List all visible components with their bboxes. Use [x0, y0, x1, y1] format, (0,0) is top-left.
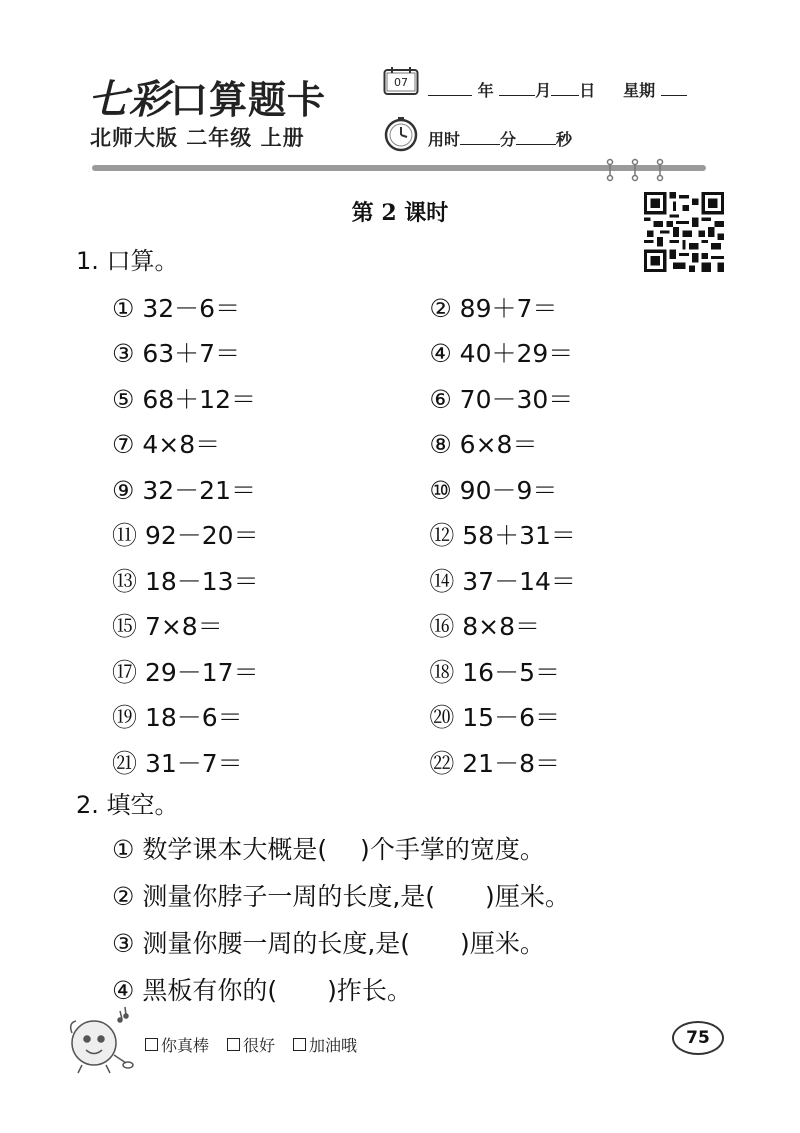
problem-item[interactable]: ⑳ 15－6＝	[429, 703, 560, 733]
problem-row	[112, 466, 672, 512]
rating-option[interactable]	[227, 1033, 275, 1056]
problem-row	[112, 330, 672, 376]
weekday-label: 星期	[623, 81, 656, 100]
problem-row	[112, 421, 672, 467]
arithmetic-problems	[112, 284, 672, 785]
date-line	[428, 78, 687, 101]
problem-item[interactable]: ② 89＋7＝	[429, 293, 558, 323]
calendar-icon	[383, 66, 419, 96]
problem-item[interactable]: ① 32－6＝	[112, 293, 241, 323]
problem-row	[112, 284, 672, 330]
day-label: 日	[579, 81, 596, 100]
section-2-title: 2. 填空。	[76, 791, 179, 819]
problem-item[interactable]: ⑨ 32－21＝	[112, 475, 256, 505]
section-1-title: 1. 口算。	[76, 247, 179, 275]
month-blank[interactable]	[499, 81, 535, 96]
problem-item[interactable]: ⑲ 18－6＝	[112, 703, 243, 733]
weekday-blank[interactable]	[661, 81, 687, 96]
time-line	[428, 127, 572, 150]
rating-option[interactable]	[293, 1033, 357, 1056]
brand-calligraphy: 七彩	[88, 76, 170, 123]
problem-item[interactable]: ⑤ 68＋12＝	[112, 384, 256, 414]
rating-label: 很好	[243, 1036, 276, 1055]
problem-item[interactable]: ⑩ 90－9＝	[429, 475, 558, 505]
day-blank[interactable]	[551, 81, 579, 96]
rating-option[interactable]	[145, 1033, 209, 1056]
fill-blank-item[interactable]: ③ 测量你腰一周的长度,是( )厘米。	[112, 929, 545, 958]
problem-item[interactable]: ⑱ 16－5＝	[429, 657, 560, 687]
time-label: 用时	[428, 130, 461, 149]
problem-item[interactable]: ⑪ 92－20＝	[112, 521, 259, 551]
problem-item[interactable]: ⑧ 6×8＝	[429, 430, 538, 460]
fill-blank-item[interactable]: ② 测量你脖子一周的长度,是( )厘米。	[112, 882, 570, 911]
divider-ornament-icon	[600, 158, 670, 182]
calendar-day: 07	[394, 76, 408, 89]
problem-item[interactable]: ④ 40＋29＝	[429, 339, 574, 369]
month-label: 月	[535, 81, 552, 100]
problem-row	[112, 694, 672, 740]
page-number: 75	[672, 1021, 724, 1055]
problem-row	[112, 375, 672, 421]
problem-item[interactable]: ⑦ 4×8＝	[112, 430, 221, 460]
problem-item[interactable]: ⑮ 7×8＝	[112, 612, 223, 642]
problem-item[interactable]: ⑯ 8×8＝	[429, 612, 541, 642]
problem-item[interactable]: ⑰ 29－17＝	[112, 657, 259, 687]
seconds-blank[interactable]	[516, 130, 556, 145]
problem-row	[112, 648, 672, 694]
problem-item[interactable]: ⑬ 18－13＝	[112, 566, 259, 596]
problem-item[interactable]: ㉒ 21－8＝	[429, 748, 560, 778]
problem-row	[112, 557, 672, 603]
qr-code-icon[interactable]	[644, 192, 724, 272]
checkbox-icon[interactable]	[145, 1038, 158, 1051]
self-rating-group	[145, 1033, 357, 1056]
rating-label: 加油哦	[309, 1036, 358, 1055]
minutes-label: 分	[500, 130, 517, 149]
checkbox-icon[interactable]	[293, 1038, 306, 1051]
problem-item[interactable]: ⑫ 58＋31＝	[429, 521, 576, 551]
problem-item[interactable]: ③ 63＋7＝	[112, 339, 241, 369]
clock-icon	[383, 116, 419, 152]
rating-label: 你真棒	[161, 1036, 210, 1055]
brand-main: 口算题卡	[170, 78, 327, 122]
mascot-icon	[62, 1003, 138, 1077]
year-label: 年	[477, 81, 494, 100]
brand-title	[88, 68, 326, 125]
edition-label: 北师大版 二年级 上册	[90, 126, 305, 150]
problem-item[interactable]: ⑭ 37－14＝	[429, 566, 576, 596]
problem-item[interactable]: ⑥ 70－30＝	[429, 384, 574, 414]
lesson-title: 第 2 课时	[351, 200, 449, 226]
minutes-blank[interactable]	[460, 130, 500, 145]
problem-item[interactable]: ㉑ 31－7＝	[112, 748, 243, 778]
fill-blank-list	[112, 826, 570, 1014]
problem-row	[112, 739, 672, 785]
fill-blank-item[interactable]: ① 数学课本大概是( )个手掌的宽度。	[112, 835, 545, 864]
year-blank[interactable]	[428, 81, 472, 96]
problem-row	[112, 512, 672, 558]
seconds-label: 秒	[556, 130, 573, 149]
fill-blank-item[interactable]: ④ 黑板有你的( )拃长。	[112, 976, 412, 1005]
checkbox-icon[interactable]	[227, 1038, 240, 1051]
problem-row	[112, 603, 672, 649]
